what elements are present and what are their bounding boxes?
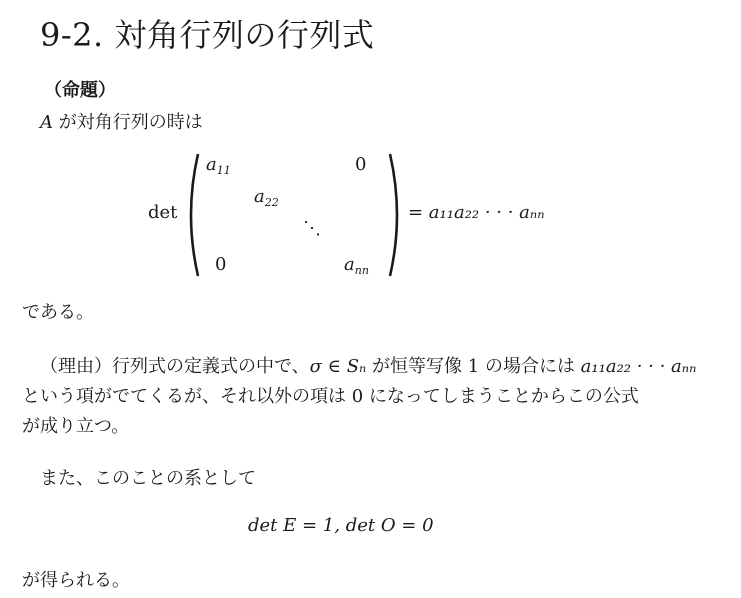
entry-a22: $a_{22}$: [254, 186, 279, 209]
page-title: 9-2. 対角行列の行列式: [40, 16, 375, 54]
entry-zero-top: 0: [355, 154, 367, 175]
det-operator: det: [148, 202, 178, 223]
ending-text: が得られる。: [22, 570, 130, 591]
corollary-formula: det E = 1, det O = 0: [248, 515, 434, 536]
entry-ann: $a_{nn}$: [344, 254, 369, 277]
reason-line-2: という項がでてくるが、それ以外の項は 0 になってしまうことからこの公式: [22, 386, 639, 407]
left-bracket: [191, 154, 198, 276]
matrix-rhs: = a₁₁a₂₂ · · · aₙₙ: [408, 202, 545, 223]
reason-line-3: が成り立つ。: [22, 416, 130, 437]
conclusion-text: である。: [22, 302, 94, 323]
proposition-statement: [40, 108, 203, 134]
reason-line-1: （理由）行列式の定義式の中で、σ ∈ Sₙ が恒等写像 1 の場合には a₁₁a₂₂ · · · aₙₙ: [40, 356, 697, 377]
entry-zero-bottom: 0: [215, 254, 227, 275]
proposition-label: （命題）: [44, 80, 116, 101]
statement-text: が対角行列の時は: [53, 112, 203, 133]
matrix-variable: A: [40, 112, 53, 133]
corollary-intro: また、このことの系として: [40, 468, 256, 489]
diagonal-dots: ⋱: [303, 218, 321, 239]
right-bracket: [390, 154, 397, 276]
entry-a11: $a_{11}$: [206, 154, 231, 177]
